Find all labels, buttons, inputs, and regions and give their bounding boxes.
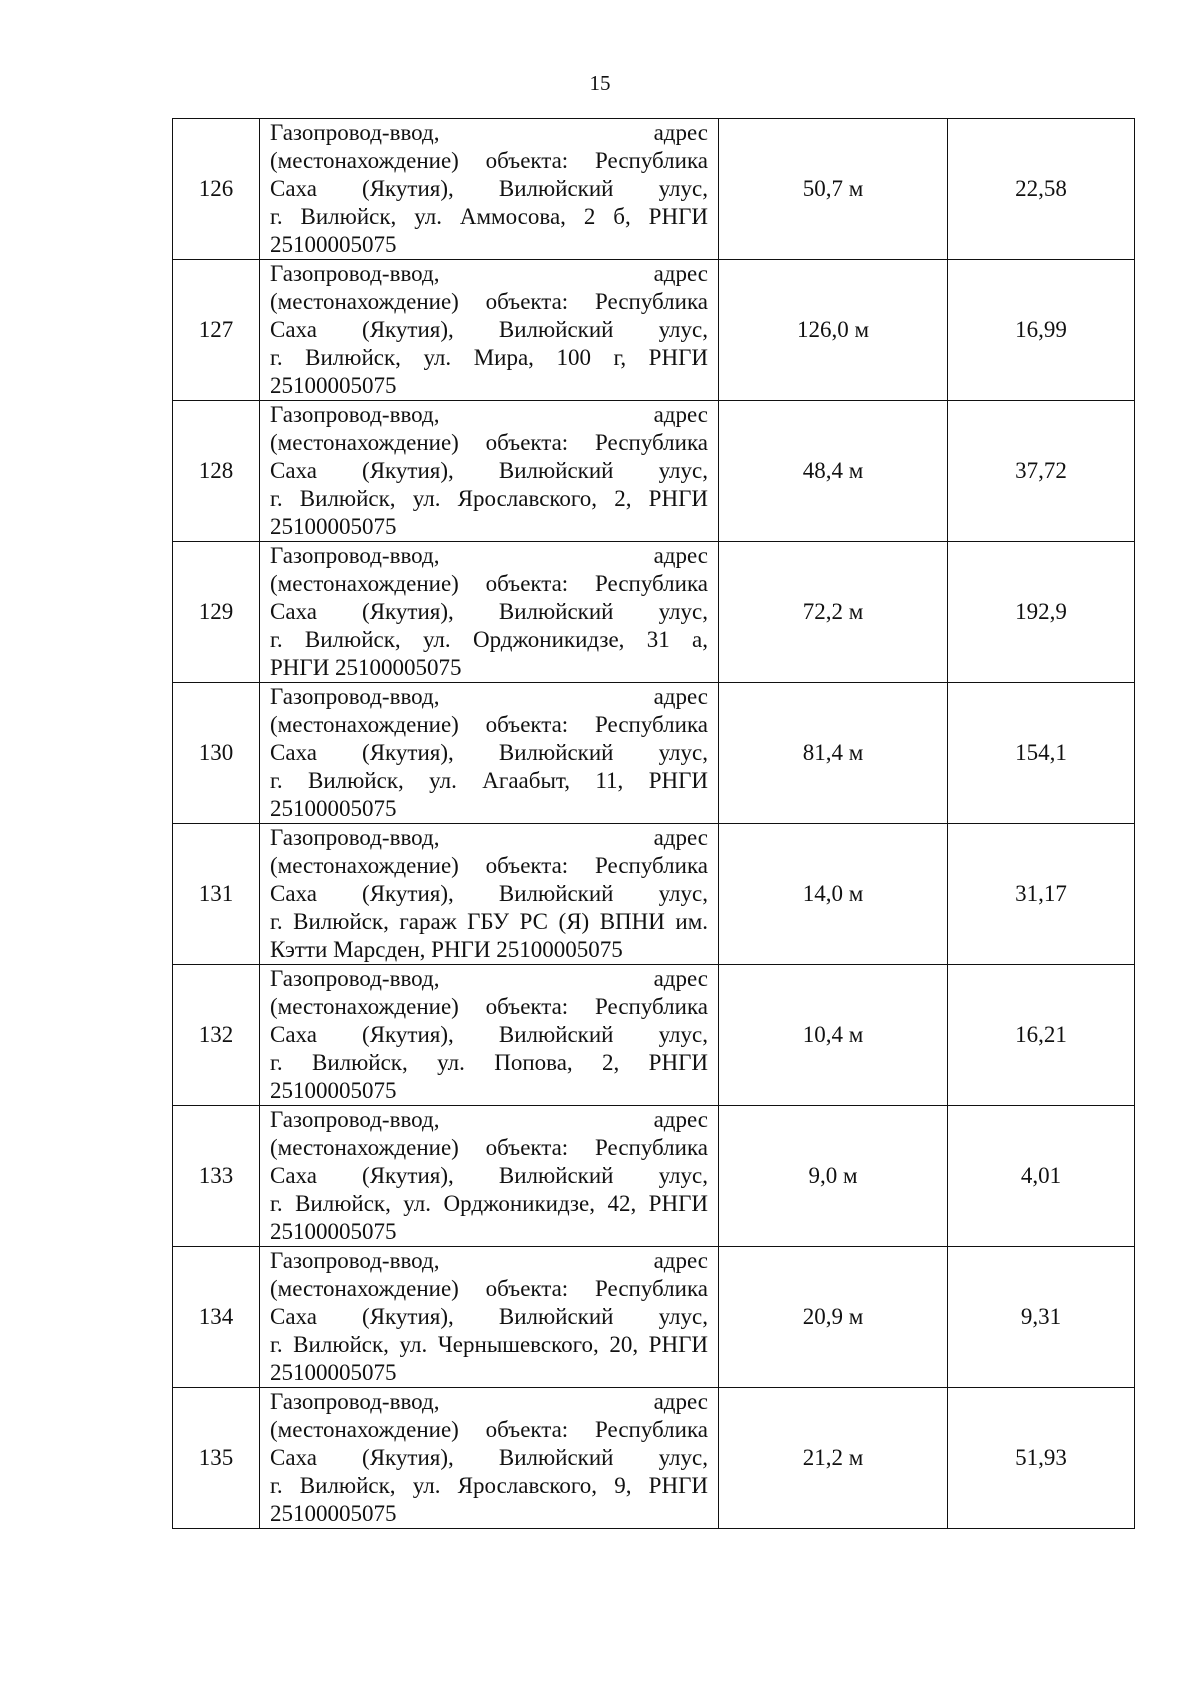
pipeline-length-cell: 9,0 м [719,1106,948,1247]
description-line: г. Вилюйск, гараж ГБУ РС (Я) ВПНИ им. [270,909,708,934]
row-number-cell: 135 [173,1388,260,1529]
table-row [173,542,1135,683]
description-line: 25100005075 [270,373,397,398]
row-number-cell: 132 [173,965,260,1106]
row-number-cell: 127 [173,260,260,401]
registry-table [172,118,1135,1529]
description-line: Газопровод-ввод, адрес [270,684,708,709]
description-line: Кэтти Марсден, РНГИ 25100005075 [270,937,623,962]
description-line: г. Вилюйск, ул. Попова, 2, РНГИ [270,1050,708,1075]
description-line: Саха (Якутия), Вилюйский улус, [270,1445,708,1470]
description-line: Газопровод-ввод, адрес [270,1248,708,1273]
value-cell: 4,01 [948,1106,1135,1247]
table-row [173,260,1135,401]
description-line: Газопровод-ввод, адрес [270,825,708,850]
description-line: 25100005075 [270,796,397,821]
description-line: (местонахождение) объекта: Республика [270,1417,708,1442]
pipeline-length-cell: 50,7 м [719,119,948,260]
registry-table-body [173,119,1135,1529]
pipeline-length-cell: 21,2 м [719,1388,948,1529]
pipeline-length-cell: 72,2 м [719,542,948,683]
description-line: (местонахождение) объекта: Республика [270,571,708,596]
description-line: (местонахождение) объекта: Республика [270,1276,708,1301]
description-line: Газопровод-ввод, адрес [270,966,708,991]
description-line: (местонахождение) объекта: Республика [270,430,708,455]
table-row [173,965,1135,1106]
pipeline-length-cell: 20,9 м [719,1247,948,1388]
row-number-cell: 134 [173,1247,260,1388]
table-row [173,824,1135,965]
value-cell: 37,72 [948,401,1135,542]
pipeline-length-cell: 126,0 м [719,260,948,401]
table-row [173,401,1135,542]
description-line: Газопровод-ввод, адрес [270,402,708,427]
description-line: Саха (Якутия), Вилюйский улус, [270,1163,708,1188]
table-row [173,1388,1135,1529]
table-row [173,119,1135,260]
object-description-cell [260,1388,719,1529]
description-line: Саха (Якутия), Вилюйский улус, [270,1022,708,1047]
description-line: г. Вилюйск, ул. Орджоникидзе, 42, РНГИ [270,1191,708,1216]
description-line: (местонахождение) объекта: Республика [270,712,708,737]
description-line: Саха (Якутия), Вилюйский улус, [270,458,708,483]
description-line: РНГИ 25100005075 [270,655,462,680]
description-line: Газопровод-ввод, адрес [270,1389,708,1414]
description-line: 25100005075 [270,1360,397,1385]
description-line: г. Вилюйск, ул. Ярославского, 2, РНГИ [270,486,708,511]
object-description-cell [260,401,719,542]
value-cell: 16,21 [948,965,1135,1106]
description-line: 25100005075 [270,1078,397,1103]
pipeline-length-cell: 48,4 м [719,401,948,542]
table-row [173,1247,1135,1388]
description-line: Газопровод-ввод, адрес [270,543,708,568]
description-line: Саха (Якутия), Вилюйский улус, [270,881,708,906]
row-number-cell: 129 [173,542,260,683]
description-line: Саха (Якутия), Вилюйский улус, [270,599,708,624]
description-line: г. Вилюйск, ул. Орджоникидзе, 31 а, [270,627,708,652]
object-description-cell [260,119,719,260]
pipeline-length-cell: 14,0 м [719,824,948,965]
object-description-cell [260,260,719,401]
page-number: 15 [589,71,611,95]
row-number-cell: 130 [173,683,260,824]
value-cell: 192,9 [948,542,1135,683]
description-line: Саха (Якутия), Вилюйский улус, [270,176,708,201]
object-description-cell [260,1247,719,1388]
object-description-cell [260,824,719,965]
pipeline-length-cell: 81,4 м [719,683,948,824]
object-description-cell [260,1106,719,1247]
pipeline-length-cell: 10,4 м [719,965,948,1106]
description-line: (местонахождение) объекта: Республика [270,853,708,878]
value-cell: 16,99 [948,260,1135,401]
description-line: Саха (Якутия), Вилюйский улус, [270,1304,708,1329]
description-line: г. Вилюйск, ул. Чернышевского, 20, РНГИ [270,1332,708,1357]
object-description-cell [260,542,719,683]
description-line: (местонахождение) объекта: Республика [270,148,708,173]
description-line: 25100005075 [270,1219,397,1244]
description-line: (местонахождение) объекта: Республика [270,289,708,314]
description-line: г. Вилюйск, ул. Агаабыт, 11, РНГИ [270,768,708,793]
object-description-cell [260,683,719,824]
value-cell: 154,1 [948,683,1135,824]
row-number-cell: 133 [173,1106,260,1247]
description-line: г. Вилюйск, ул. Ярославского, 9, РНГИ [270,1473,708,1498]
description-line: г. Вилюйск, ул. Мира, 100 г, РНГИ [270,345,708,370]
description-line: Газопровод-ввод, адрес [270,120,708,145]
description-line: 25100005075 [270,514,397,539]
object-description-cell [260,965,719,1106]
value-cell: 31,17 [948,824,1135,965]
row-number-cell: 126 [173,119,260,260]
value-cell: 22,58 [948,119,1135,260]
description-line: Саха (Якутия), Вилюйский улус, [270,740,708,765]
row-number-cell: 128 [173,401,260,542]
description-line: Газопровод-ввод, адрес [270,261,708,286]
description-line: г. Вилюйск, ул. Аммосова, 2 б, РНГИ [270,204,708,229]
table-row [173,683,1135,824]
description-line: Саха (Якутия), Вилюйский улус, [270,317,708,342]
description-line: (местонахождение) объекта: Республика [270,994,708,1019]
value-cell: 51,93 [948,1388,1135,1529]
description-line: 25100005075 [270,232,397,257]
description-line: 25100005075 [270,1501,397,1526]
value-cell: 9,31 [948,1247,1135,1388]
row-number-cell: 131 [173,824,260,965]
description-line: Газопровод-ввод, адрес [270,1107,708,1132]
description-line: (местонахождение) объекта: Республика [270,1135,708,1160]
table-row [173,1106,1135,1247]
